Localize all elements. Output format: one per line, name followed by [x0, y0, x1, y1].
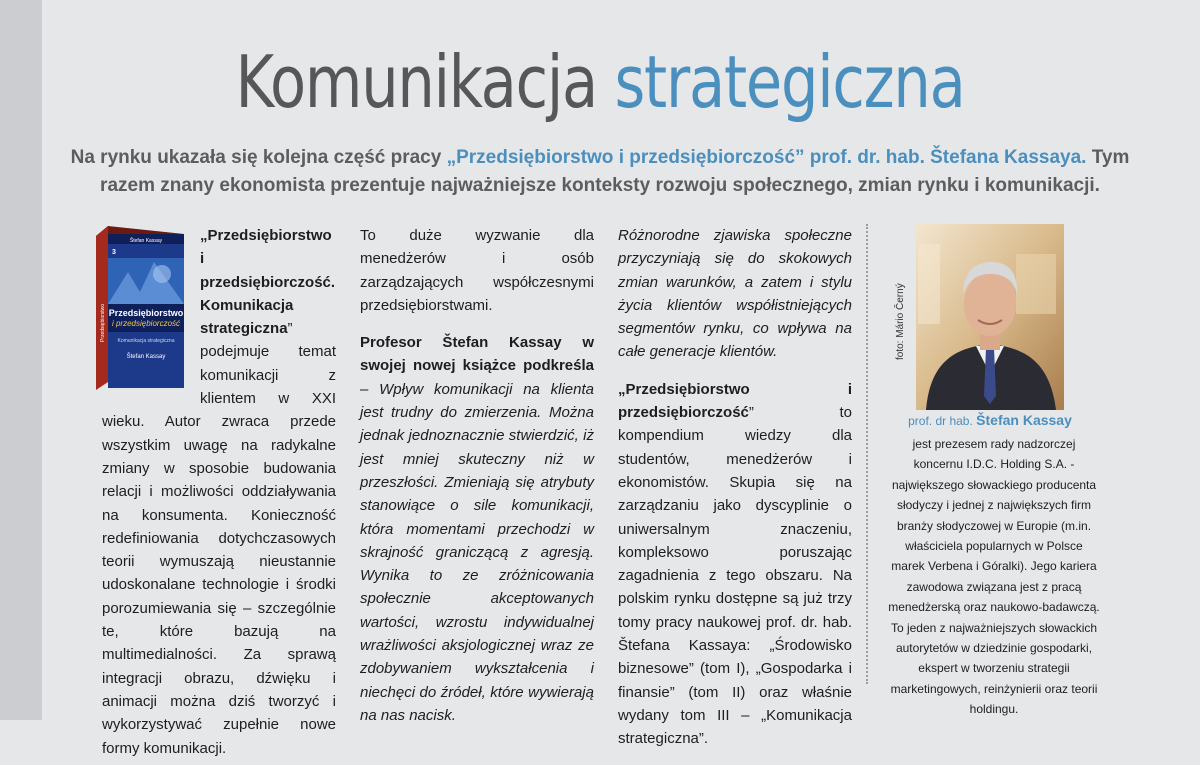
col3-paragraph-1 [618, 224, 852, 364]
photo-face [964, 272, 1016, 336]
col2-dash: – [360, 380, 380, 398]
book-volume: 3 [112, 249, 116, 256]
page-title [108, 34, 1092, 130]
article-column-1 [102, 224, 336, 760]
col2-bold: Profesor Štefan Kassay w swojej nowej książce podkreśla [360, 334, 594, 375]
book-subtitle: Komunikacja strategiczna [117, 338, 175, 344]
col2-paragraph-1: To duże wyzwanie dla menedżerów i osób zarządzających współczesnymi przedsiębiorstwami. [360, 227, 594, 314]
col1-bold-lead: „Przedsiębiorstwo i przedsiębiorczość. Komunikacja strategiczna [200, 227, 336, 338]
book-cover-image [88, 222, 192, 392]
book-title-line2: i przedsiębiorczość [111, 319, 181, 328]
article-column-2 [360, 224, 594, 741]
col1-text: ” podejmuje temat komunikacji z klientem w XXI wieku. Autor zwraca przede wszystkim uwagę na radykalne zmiany w sposobie budowania relacji i możliwości oddziaływania na konsumenta. Konieczność redefiniowania dotychczasowych teorii wymuszają nieustannie udoskonalane technologie i środki porozumiewania się – szczególnie te, które bazują na multimedialności. Za sprawą integracji obrazu, dźwięku i animacji można dziś tworzyć i wykorzystywać zupełnie nowe formy komunikacji. [102, 320, 336, 757]
book-author: Štefan Kassay [126, 354, 166, 360]
title-part-2: strategiczna [614, 40, 965, 124]
photo-tie [984, 348, 996, 404]
col2-quote: Wpływ komunikacji na klienta jest trudny do zmierzenia. Można jednak jednoznacznie stwierdzić, iż jest mniej skuteczny niż w przeszłości. Zmieniają się atrybuty stanowiące o sile komunikacji, która momentami przechodzi w skrajność graniczącą z agresją. Wynika to ze zróżnicowania społecznie akceptowanych wartości, wzrostu indywidualnej wrażliwości aksjologicznej wraz ze zdobywaniem wykształcenia i niechęci do źródeł, które wywierają na nas nacisk. [360, 380, 595, 724]
photo-caption [880, 412, 1100, 428]
col3-quote: Różnorodne zjawiska społeczne przyczyniają się do skokowych zmian warunków, a zatem i stylu życia klientów współistniejących segmentów rynku, co wpływa na całe generacje klientów. [618, 227, 852, 361]
lead-paragraph [70, 144, 1130, 200]
caption-title: prof. dr hab. [908, 414, 977, 428]
article-column-3 [618, 224, 852, 765]
lead-text-1: Na rynku ukazała się kolejna część pracy [70, 147, 447, 168]
lead-highlight: „Przedsiębiorstwo i przedsiębiorczość” prof. dr. hab. Štefana Kassaya. [446, 147, 1087, 168]
author-bio: jest prezesem rady nadzorczej koncernu I.D.C. Holding S.A. - największego słowackiego producenta słodyczy i jednej z największych firm branży słodyczowej w Europie (m.in. właściciela popularnych w Polsce marek Verbena i Góralki). Jego kariera zawodowa związana jest z pracą menedżerską oraz naukowo-badawczą. To jeden z najważniejszych słowackich autorytetów w dziedzinie gospodarki, ekspert w tworzeniu strategii marketingowych, reinżynierii oraz teorii holdingu. [888, 437, 1100, 717]
title-part-1: Komunikacja [235, 40, 597, 124]
book-spine-text: Przedsiębiorstwo [100, 303, 106, 342]
col2-paragraph-2 [360, 331, 594, 727]
lead-text-2: Tym razem znany ekonomista prezentuje najważniejsze konteksty rozwoju społecznego, zmian rynku i komunikacji. [100, 147, 1130, 196]
author-photo [916, 224, 1064, 410]
book-top-label: Štefan Kassay [129, 238, 163, 244]
col3-bold: „Przedsiębiorstwo i przedsiębiorczość [618, 380, 852, 422]
caption-name: Štefan Kassay [976, 412, 1072, 428]
photo-credit: foto: Mário Černý [895, 283, 906, 360]
column-divider [866, 224, 868, 684]
book-title-line1: Przedsiębiorstwo [108, 308, 184, 318]
col3-text: ” to kompendium wiedzy dla studentów, menedżerów i ekonomistów. Skupia się na zarządzaniu jako dyscyplinie o uniwersalnym znaczeniu, kompleksowo poruszając zagadnienia z tego obszaru. Na polskim rynku dostępne są już trzy tomy pracy naukowej prof. dr. hab. Štefana Kassaya: „Środowisko biznesowe” (tom I), „Gospodarka i finansie” (tom II) oraz właśnie wydany tom III – „Komunikacja strategiczna”. [618, 404, 852, 748]
left-margin-strip [0, 0, 42, 720]
col3-paragraph-2 [618, 378, 852, 751]
